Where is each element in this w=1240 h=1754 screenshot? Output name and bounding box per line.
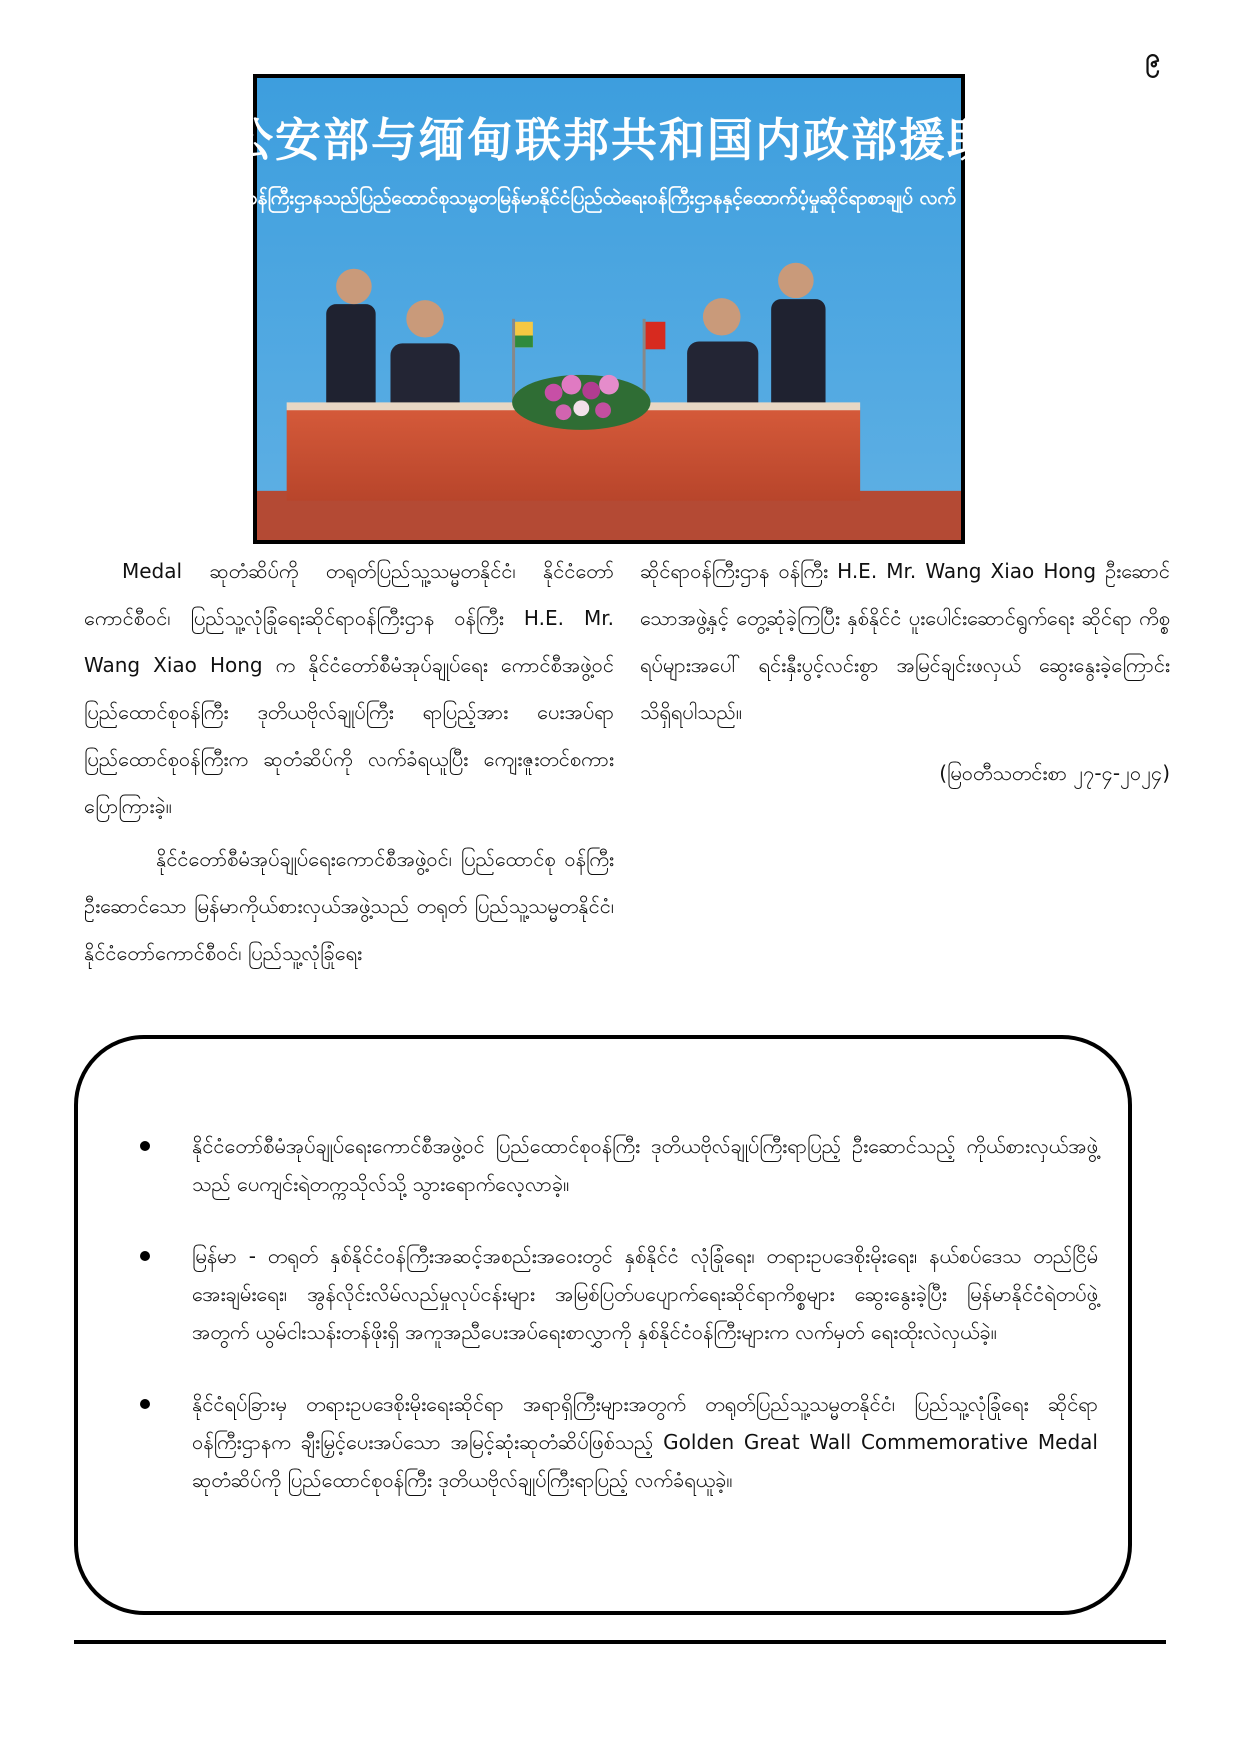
- article-paragraph: ဆိုင်ရာဝန်ကြီးဌာန ဝန်ကြီး H.E. Mr. Wang Xiao Hong ဦးဆောင် သောအဖွဲ့နှင့် တွေ့ဆုံခဲ့ကြပြီး နှစ်နိုင်ငံ ပူးပေါင်းဆောင်ရွက်ရေး ဆိုင်ရာ ကိစ္စရပ်များအပေါ် ရင်းနှီးပွင့်လင်းစွာ အမြင်ချင်းဖလှယ် ဆွေးနွေးခဲ့ကြောင်း သိရှိရပါသည်။: [640, 559, 1170, 724]
- signing-ceremony-photo: [227, 74, 1091, 544]
- page-number: ၉: [1145, 43, 1160, 73]
- article-paragraph: နိုင်ငံတော်စီမံအုပ်ချုပ်ရေးကောင်စီအဖွဲ့ဝင်၊ ပြည်ထောင်စု ဝန်ကြီး ဦးဆောင်သော မြန်မာကိုယ်စားလှယ်အဖွဲ့သည် တရုတ် ပြည်သူ့သမ္မတနိုင်ငံ၊ နိုင်ငံတော်ကောင်စီဝင်၊ ပြည်သူ့လုံခြုံရေး: [84, 847, 614, 965]
- bottom-divider: [74, 1640, 1166, 1644]
- article-left-column: [84, 548, 614, 983]
- banner-chinese-text: 公安部与缅甸联邦共和国内政部援助换文: [227, 113, 1091, 167]
- summary-item-text: နိုင်ငံတော်စီမံအုပ်ချုပ်ရေးကောင်စီအဖွဲ့ဝင် ပြည်ထောင်စုဝန်ကြီး ဒုတိယဗိုလ်ချုပ်ကြီးရာပြည့် ဦးဆောင်သည့် ကိုယ်စားလှယ်အဖွဲ့သည် ပေကျင်းရဲတက္ကသိုလ်သို့ သွားရောက်လေ့လာခဲ့။: [192, 1134, 1098, 1196]
- banner-myanmar-text: ဝန်ကြီးဌာနသည်ပြည်ထောင်စုသမ္မတမြန်မာနိုင်ငံပြည်ထဲရေးဝန်ကြီးဌာနနှင့်ထောက်ပံ့မှုဆိုင်ရာစာချုပ် လက်: [247, 187, 956, 209]
- summary-item-text: မြန်မာ - တရုတ် နှစ်နိုင်ငံဝန်ကြီးအဆင့်အစည်းအဝေးတွင် နှစ်နိုင်ငံ လုံခြုံရေး၊ တရားဥပဒေစိုးမိုးရေး၊ နယ်စပ်ဒေသ တည်ငြိမ်အေးချမ်းရေး၊ အွန်လိုင်းလိမ်လည်မှုလုပ်ငန်းများ အမြစ်ပြတ်ပပျောက်ရေးဆိုင်ရာကိစ္စများ ဆွေးနွေးခဲ့ပြီး မြန်မာနိုင်ငံရဲတပ်ဖွဲ့အတွက် ယွမ်ငါးသန်းတန်ဖိုးရှိ အကူအညီပေးအပ်ရေးစာလွှာကို နှစ်နိုင်ငံဝန်ကြီးများက လက်မှတ် ရေးထိုးလဲလှယ်ခဲ့။: [192, 1244, 1098, 1344]
- summary-item: [120, 1127, 1098, 1203]
- article-paragraph: Medal ဆုတံဆိပ်ကို တရုတ်ပြည်သူ့သမ္မတနိုင်ငံ၊ နိုင်ငံတော် ကောင်စီဝင်၊ ပြည်သူ့လုံခြုံရေးဆိုင်ရာဝန်ကြီးဌာန ဝန်ကြီး H.E. Mr. Wang Xiao Hong က နိုင်ငံတော်စီမံအုပ်ချုပ်ရေး ကောင်စီအဖွဲ့ဝင် ပြည်ထောင်စုဝန်ကြီး ဒုတိယဗိုလ်ချုပ်ကြီး ရာပြည့်အား ပေးအပ်ရာ ပြည်ထောင်စုဝန်ကြီးက ဆုတံဆိပ်ကို လက်ခံရယူပြီး ကျေးဇူးတင်စကား ပြောကြားခဲ့။: [84, 559, 614, 818]
- bullet-icon: [140, 1399, 150, 1409]
- summary-item: [120, 1385, 1098, 1499]
- article-source: (မြဝတီသတင်းစာ ၂၇-၄-၂၀၂၄): [939, 761, 1170, 785]
- bullet-icon: [140, 1141, 150, 1151]
- summary-list: [120, 1127, 1098, 1533]
- summary-box: [74, 1035, 1132, 1615]
- summary-item: [120, 1237, 1098, 1351]
- bullet-icon: [140, 1251, 150, 1261]
- article-right-column: [640, 548, 1170, 803]
- summary-item-text: နိုင်ငံရပ်ခြားမှ တရားဥပဒေစိုးမိုးရေးဆိုင်ရာ အရာရှိကြီးများအတွက် တရုတ်ပြည်သူ့သမ္မတနိုင်ငံ၊ ပြည်သူ့လုံခြုံရေး ဆိုင်ရာဝန်ကြီးဌာနက ချီးမြှင့်ပေးအပ်သော အမြင့်ဆုံးဆုတံဆိပ်ဖြစ်သည့် Golden Great Wall Commemorative Medal ဆုတံဆိပ်ကို ပြည်ထောင်စုဝန်ကြီး ဒုတိယဗိုလ်ချုပ်ကြီးရာပြည့် လက်ခံရယူခဲ့။: [192, 1392, 1098, 1492]
